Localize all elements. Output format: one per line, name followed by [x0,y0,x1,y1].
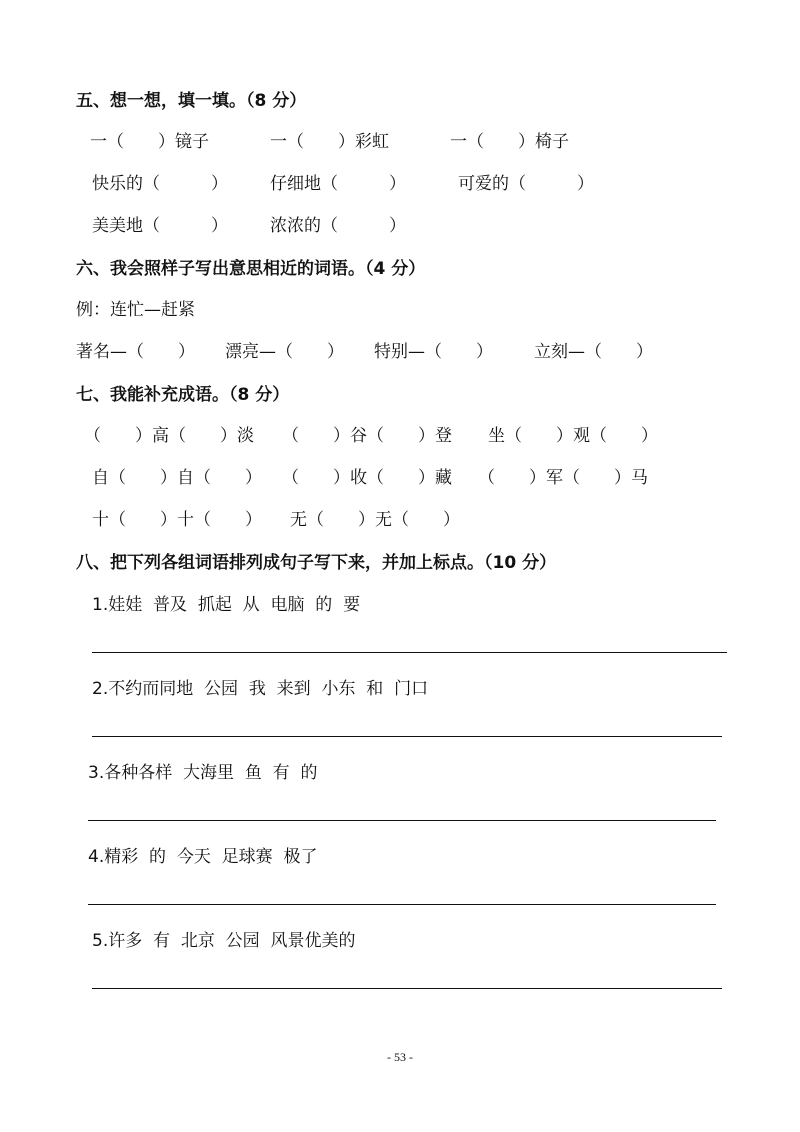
example-text: 例：连忙—赶紧 [76,300,195,320]
synonym-item: 立刻—（ ） [534,342,653,362]
idiom-item: （ ）谷（ ）登 [282,426,452,446]
fill-blank-item: 快乐的（ ） [92,174,228,194]
synonym-item: 漂亮—（ ） [225,342,344,362]
answer-line[interactable] [92,652,727,653]
sentence-prompt: 1.娃娃 普及 抓起 从 电脑 的 要 [92,595,361,615]
idiom-item: 坐（ ）观（ ） [488,426,658,446]
fill-blank-item: 浓浓的（ ） [270,216,406,236]
sentence-prompt: 5.许多 有 北京 公园 风景优美的 [92,931,356,951]
section-8-heading: 八、把下列各组词语排列成句子写下来，并加上标点。（10 分） [76,553,557,573]
section-5-heading: 五、想一想，填一填。（8 分） [76,91,307,111]
fill-blank-item: 可爱的（ ） [458,174,594,194]
idiom-item: 自（ ）自（ ） [92,468,262,488]
section-7-heading: 七、我能补充成语。（8 分） [76,385,290,405]
answer-line[interactable] [92,736,722,737]
sentence-prompt: 4.精彩 的 今天 足球赛 极了 [88,847,318,867]
answer-line[interactable] [88,904,716,905]
synonym-item: 著名—（ ） [76,342,195,362]
answer-line[interactable] [92,988,722,989]
answer-line[interactable] [88,820,716,821]
idiom-item: （ ）军（ ）马 [478,468,648,488]
fill-blank-item: 一（ ）彩虹 [270,132,389,152]
synonym-item: 特别—（ ） [374,342,493,362]
idiom-item: （ ）收（ ）藏 [282,468,452,488]
sentence-prompt: 2.不约而同地 公园 我 来到 小东 和 门口 [92,679,429,699]
fill-blank-item: 美美地（ ） [92,216,228,236]
fill-blank-item: 一（ ）椅子 [450,132,569,152]
idiom-item: 无（ ）无（ ） [290,510,460,530]
idiom-item: （ ）高（ ）淡 [84,426,254,446]
fill-blank-item: 一（ ）镜子 [90,132,209,152]
page-number: - 53 - [387,1050,413,1064]
fill-blank-item: 仔细地（ ） [270,174,406,194]
sentence-prompt: 3.各种各样 大海里 鱼 有 的 [88,763,318,783]
idiom-item: 十（ ）十（ ） [92,510,262,530]
section-6-heading: 六、我会照样子写出意思相近的词语。（4 分） [76,259,426,279]
